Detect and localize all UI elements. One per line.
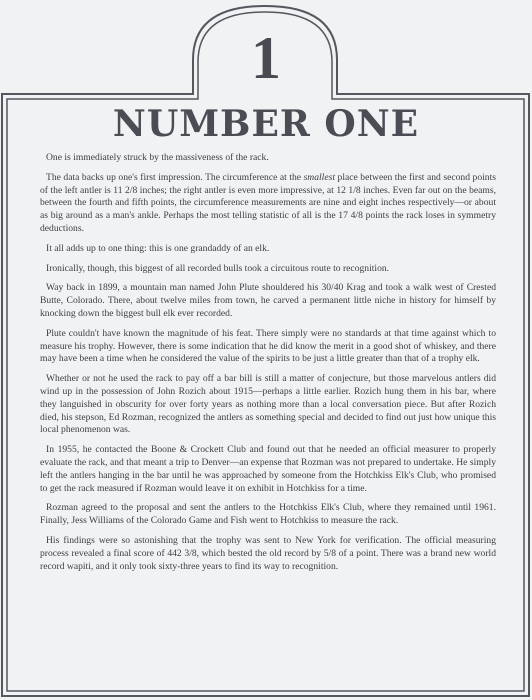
- text-run: place between the first and second points of the left antler is 11 2/8 inches; the right antler is even more impressive, at 12 1/8 inches. Even far out on the beams, between the fourth and fifth points, the circumference measurements are nine and eight inches respectively—or about as big around as a man's ankle. Perhaps the most telling statistic of all is the 17 4/8 points the rack loses in symmetry deductions.: [40, 171, 496, 234]
- paragraph: [40, 172, 496, 236]
- paragraph: Ironically, though, this biggest of all recorded bulls took a circuitous route to recognition.: [46, 262, 390, 274]
- paragraph: Whether or not he used the rack to pay off a bar bill is still a matter of conjecture, but those marvelous antlers did wind up in the possession of John Rozich about 1915—perhaps a little earlier. Rozich hung them in his bar, where they languished in obscurity for over forty years as nothing more than a local conversation piece. But after Rozich died, his stepson, Ed Rozman, recognized the antlers as something special and decided to find out just how unique this local phenomenon was.: [40, 373, 496, 436]
- chapter-number: 1: [251, 25, 281, 91]
- paragraph: In 1955, he contacted the Boone & Crockett Club and found out that he needed an official measurer to properly evaluate the rack, and that meant a trip to Denver—an expense that Rozman was not prepared to undertake. He simply left the antlers hanging in the bar until he was approached by someone from the Hotchkiss Elk's Club, who promised to get the rack measured if Rozman would leave it on exhibit in Hotchkiss for a time.: [40, 444, 496, 494]
- article-body: [40, 152, 496, 580]
- paragraph: Rozman agreed to the proposal and sent the antlers to the Hotchkiss Elk's Club, where they remained until 1961. Finally, Jess Williams of the Colorado Game and Fish went to Hotchkiss to measure the rack.: [40, 502, 496, 527]
- text-run: The data backs up one's first impression. The circumference at the: [46, 171, 304, 183]
- paragraph: Plute couldn't have known the magnitude of his feat. There simply were no standards at that time against which to measure his trophy. However, there is some indication that he did know the merit in a good shot of whiskey, and there may have been a time when he considered the value of the spirits to be just a little greater than that of a trophy elk.: [40, 327, 496, 365]
- chapter-title: NUMBER ONE: [112, 103, 420, 145]
- paragraph: His findings were so astonishing that the trophy was sent to New York for verification. The official measuring process revealed a final score of 442 3/8, which bested the old record by 5/8 of a point. There was a brand new world record wapiti, and it only took sixty-three years to find its way to recognition.: [40, 534, 496, 572]
- paragraph: It all adds up to one thing: this is one grandaddy of an elk.: [46, 242, 270, 254]
- paragraph: One is immediately struck by the massiveness of the rack.: [46, 152, 269, 163]
- emphasis-text: smallest: [303, 171, 336, 183]
- paragraph: Way back in 1899, a mountain man named John Plute shouldered his 30/40 Krag and took a walk west of Crested Butte, Colorado. There, about twelve miles from town, he carved a permanent little niche in history for himself by knocking down the biggest bull elk ever recorded.: [40, 282, 496, 319]
